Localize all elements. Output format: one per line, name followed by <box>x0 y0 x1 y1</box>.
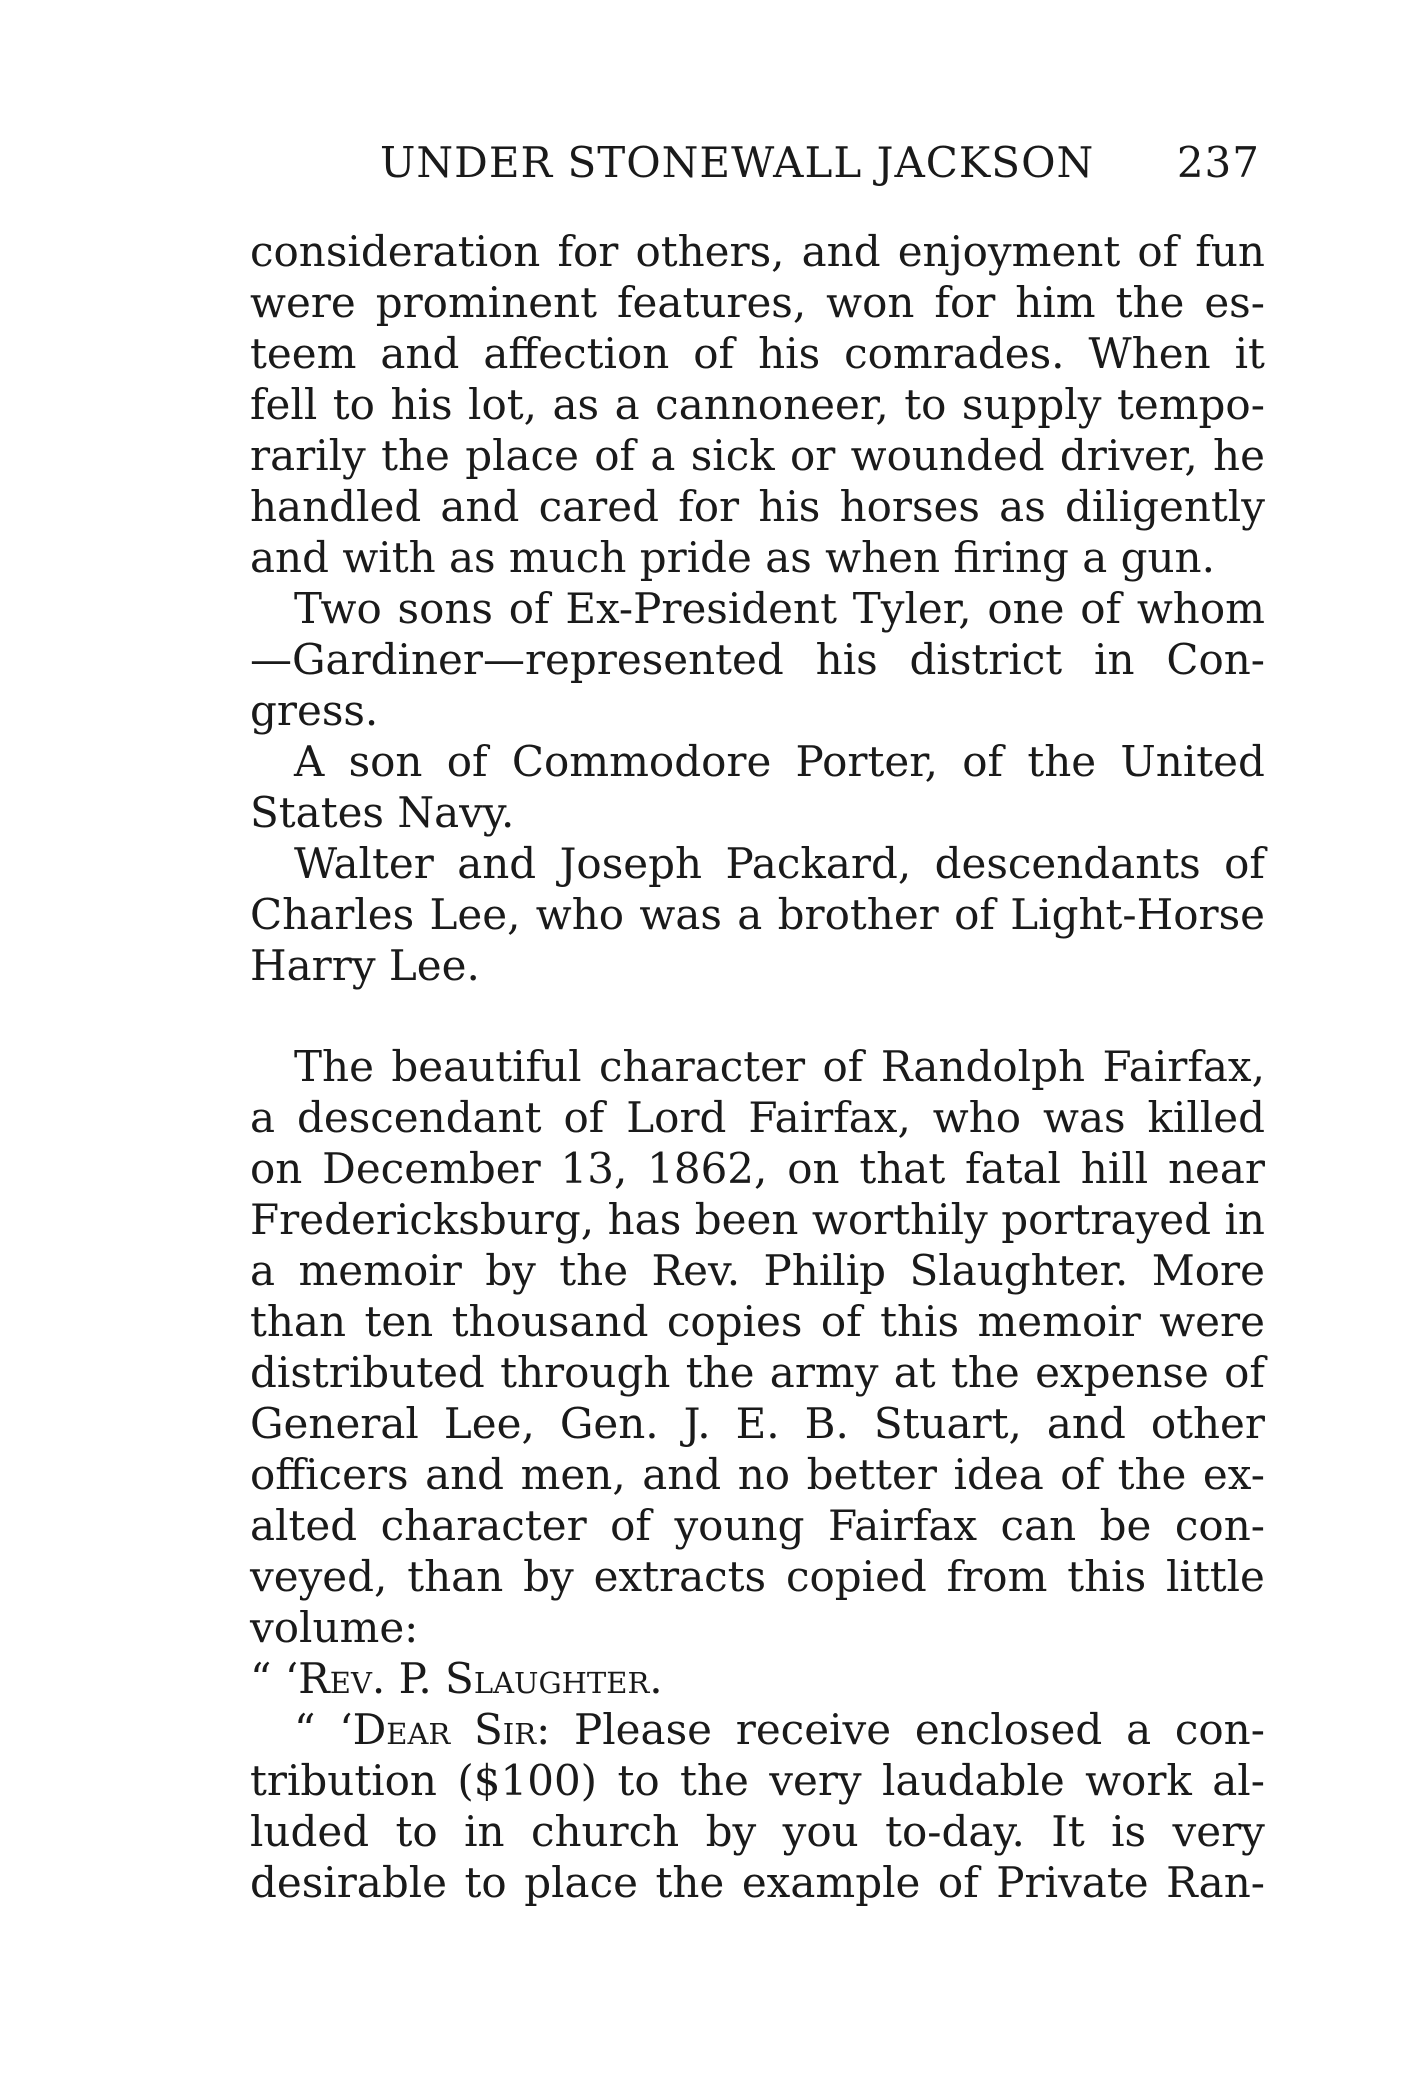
text-line: fell to his lot, as a cannoneer, to supply tempo- <box>250 380 1265 429</box>
text-line: Fredericksburg, has been worthily portrayed in <box>250 1195 1265 1244</box>
text-line: volume: <box>250 1603 419 1652</box>
text-line: a descendant of Lord Fairfax, who was killed <box>250 1093 1265 1142</box>
paragraph-gap <box>250 991 1265 1041</box>
text-line: Walter and Joseph Packard, descendants of <box>294 839 1265 888</box>
text-line: desirable to place the example of Private Ran- <box>250 1858 1265 1907</box>
text-line: alted character of young Fairfax can be con- <box>250 1501 1265 1550</box>
text-line: officers and men, and no better idea of the ex- <box>250 1450 1265 1499</box>
text-line: consideration for others, and enjoyment of fun <box>250 227 1265 276</box>
text-line: than ten thousand copies of this memoir were <box>250 1297 1265 1346</box>
text-line: General Lee, Gen. J. E. B. Stuart, and other <box>250 1399 1265 1448</box>
text-line: Charles Lee, who was a brother of Light-Horse <box>250 890 1265 939</box>
text-line: and with as much pride as when firing a gun. <box>250 533 1215 582</box>
text-line: Two sons of Ex-President Tyler, one of whom <box>294 584 1265 633</box>
text-line: veyed, than by extracts copied from this little <box>250 1552 1265 1601</box>
text-line: handled and cared for his horses as diligently <box>250 482 1265 531</box>
text-line: tribution ($100) to the very laudable work al- <box>250 1756 1265 1805</box>
text-line: “ ‘Dear Sir: Please receive enclosed a con- <box>294 1705 1265 1754</box>
text-line: Harry Lee. <box>250 941 480 990</box>
running-title: UNDER STONEWALL JACKSON <box>380 138 1095 187</box>
text-line: The beautiful character of Randolph Fairfax, <box>294 1042 1265 1091</box>
text-line: States Navy. <box>250 788 515 837</box>
text-line: gress. <box>250 686 379 735</box>
text-line: —Gardiner—represented his district in Con- <box>250 635 1265 684</box>
text-line: “ ‘Rev. P. Slaughter. <box>250 1654 663 1703</box>
text-line: rarily the place of a sick or wounded driver, he <box>250 431 1265 480</box>
text-line: distributed through the army at the expense of <box>250 1348 1265 1397</box>
text-line: a memoir by the Rev. Philip Slaughter. More <box>250 1246 1265 1295</box>
text-line: luded to in church by you to-day. It is very <box>250 1807 1265 1856</box>
body-text <box>250 226 1265 1908</box>
page-number: 237 <box>1176 138 1260 187</box>
text-line: were prominent features, won for him the es- <box>250 278 1265 327</box>
text-line: teem and affection of his comrades. When it <box>250 329 1265 378</box>
running-header <box>380 138 1260 188</box>
text-line: A son of Commodore Porter, of the United <box>294 737 1265 786</box>
text-line: on December 13, 1862, on that fatal hill near <box>250 1144 1265 1193</box>
